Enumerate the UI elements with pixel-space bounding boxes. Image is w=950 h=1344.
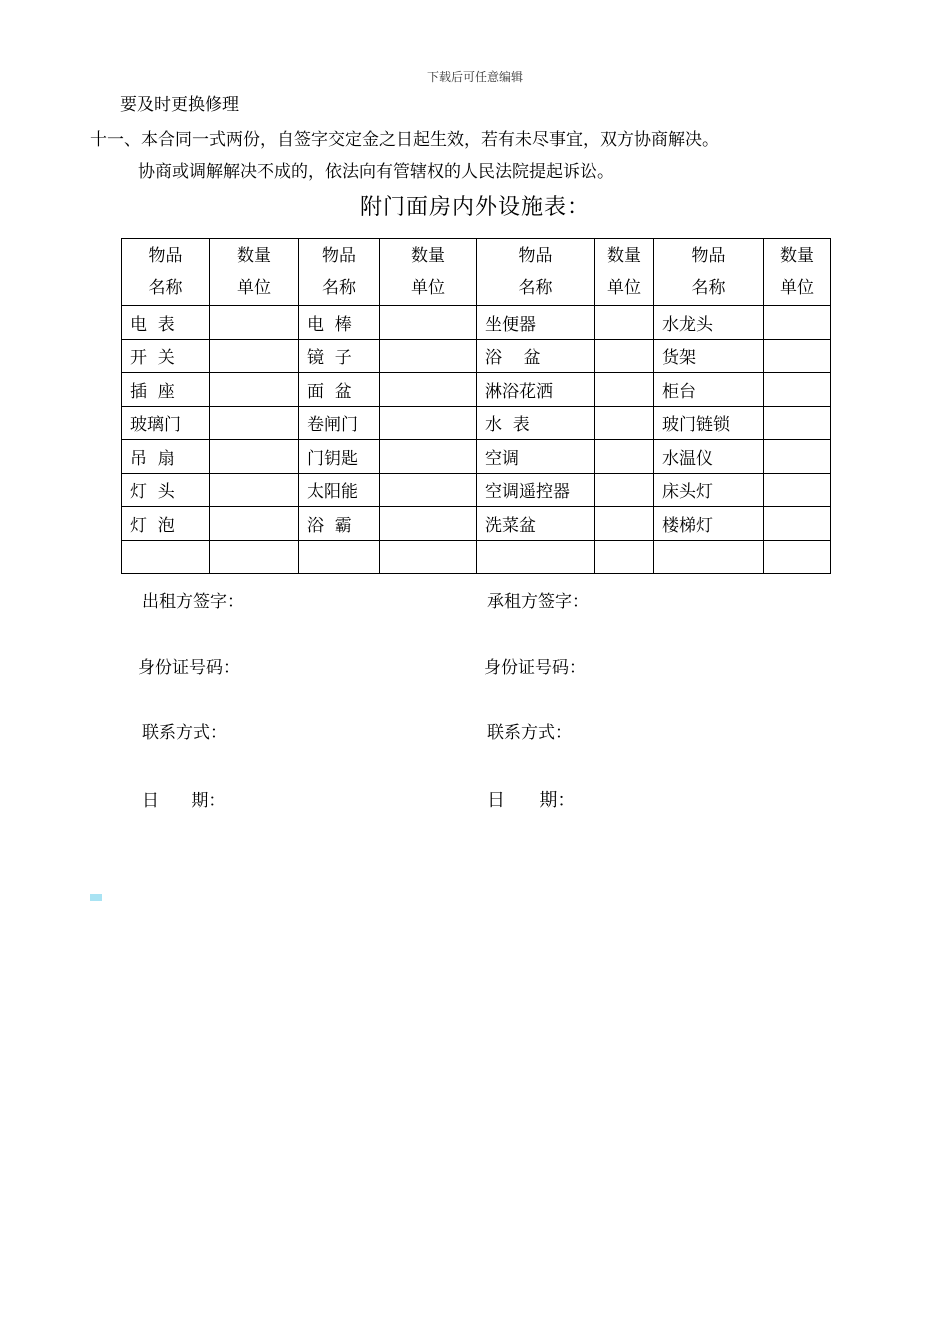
- header-line: 单位: [607, 278, 641, 298]
- item-name-cell: 镜 子: [299, 339, 380, 373]
- header-line: 名称: [518, 278, 553, 298]
- table-row: [122, 440, 831, 474]
- quantity-cell: [210, 440, 299, 474]
- table-row: [122, 306, 831, 340]
- lessor-signature-label: 出租方签字：: [142, 592, 244, 612]
- quantity-cell: [764, 507, 831, 541]
- quantity-cell: [210, 339, 299, 373]
- quantity-cell: [210, 406, 299, 440]
- quantity-cell: [595, 339, 654, 373]
- quantity-cell: [595, 373, 654, 407]
- table-row: [122, 406, 831, 440]
- lessor-id-label: 身份证号码：: [138, 658, 240, 678]
- quantity-cell: [595, 473, 654, 507]
- header-line: 数量: [780, 246, 814, 266]
- quantity-cell: [380, 373, 477, 407]
- item-name-cell: 吊 扇: [122, 440, 210, 474]
- header-line: 物品: [322, 246, 356, 266]
- header-item-name: [122, 239, 210, 306]
- item-name-cell: [654, 540, 764, 574]
- facilities-table: [121, 238, 831, 574]
- table-body: [122, 306, 831, 574]
- header-line: 单位: [411, 278, 445, 298]
- lessee-date-label: 日 期：: [487, 790, 576, 811]
- item-name-cell: 电 表: [122, 306, 210, 340]
- header-quantity-unit: [595, 239, 654, 306]
- item-name-cell: [122, 540, 210, 574]
- lessor-date-label: 日 期：: [142, 791, 226, 811]
- item-name-cell: 门钥匙: [299, 440, 380, 474]
- quantity-cell: [380, 540, 477, 574]
- quantity-cell: [380, 406, 477, 440]
- table-row: [122, 473, 831, 507]
- table-row: [122, 373, 831, 407]
- header-item-name: [477, 239, 595, 306]
- quantity-cell: [764, 339, 831, 373]
- header-note: 下载后可任意编辑: [426, 70, 523, 84]
- quantity-cell: [210, 540, 299, 574]
- quantity-cell: [595, 440, 654, 474]
- quantity-cell: [764, 373, 831, 407]
- quantity-cell: [595, 406, 654, 440]
- table-header-row: [122, 239, 831, 306]
- header-line: 数量: [607, 246, 641, 266]
- item-name-cell: 楼梯灯: [654, 507, 764, 541]
- lessee-contact-label: 联系方式：: [487, 723, 572, 743]
- quantity-cell: [210, 373, 299, 407]
- item-name-cell: 水龙头: [654, 306, 764, 340]
- quantity-cell: [380, 473, 477, 507]
- quantity-cell: [380, 507, 477, 541]
- item-name-cell: 电 棒: [299, 306, 380, 340]
- item-name-cell: 卷闸门: [299, 406, 380, 440]
- lessor-contact-label: 联系方式：: [142, 723, 227, 743]
- item-name-cell: 灯 头: [122, 473, 210, 507]
- item-name-cell: 空调遥控器: [477, 473, 595, 507]
- header-line: 物品: [691, 246, 726, 266]
- quantity-cell: [210, 507, 299, 541]
- item-name-cell: 玻璃门: [122, 406, 210, 440]
- quantity-cell: [764, 540, 831, 574]
- table-title: 附门面房内外设施表：: [359, 195, 590, 220]
- item-name-cell: 水温仪: [654, 440, 764, 474]
- header-line: 物品: [518, 246, 553, 266]
- quantity-cell: [764, 473, 831, 507]
- item-name-cell: 开 关: [122, 339, 210, 373]
- quantity-cell: [595, 507, 654, 541]
- quantity-cell: [380, 339, 477, 373]
- item-name-cell: 坐便器: [477, 306, 595, 340]
- table-row: [122, 507, 831, 541]
- item-name-cell: 淋浴花洒: [477, 373, 595, 407]
- quantity-cell: [210, 306, 299, 340]
- quantity-cell: [764, 306, 831, 340]
- header-line: 单位: [780, 278, 814, 298]
- item-name-cell: 洗菜盆: [477, 507, 595, 541]
- header-line: 名称: [322, 278, 356, 298]
- header-quantity-unit: [380, 239, 477, 306]
- header-quantity-unit: [210, 239, 299, 306]
- lessee-signature-label: 承租方签字：: [487, 592, 589, 612]
- quantity-cell: [380, 306, 477, 340]
- header-line: 单位: [237, 278, 271, 298]
- item-name-cell: 浴 霸: [299, 507, 380, 541]
- table-row: [122, 339, 831, 373]
- header-line: 物品: [148, 246, 183, 266]
- item-name-cell: 太阳能: [299, 473, 380, 507]
- header-line: 数量: [237, 246, 271, 266]
- paragraph-litigation: 协商或调解解决不成的，依法向有管辖权的人民法院提起诉讼。: [138, 162, 614, 182]
- lessee-id-label: 身份证号码：: [484, 658, 586, 678]
- quantity-cell: [210, 473, 299, 507]
- header-quantity-unit: [764, 239, 831, 306]
- item-name-cell: 床头灯: [654, 473, 764, 507]
- header-line: 名称: [148, 278, 183, 298]
- item-name-cell: 浴 盆: [477, 339, 595, 373]
- header-line: 名称: [691, 278, 726, 298]
- quantity-cell: [595, 306, 654, 340]
- item-name-cell: 面 盆: [299, 373, 380, 407]
- quantity-cell: [595, 540, 654, 574]
- item-name-cell: 插 座: [122, 373, 210, 407]
- table-row: [122, 540, 831, 574]
- header-item-name: [654, 239, 764, 306]
- item-name-cell: 柜台: [654, 373, 764, 407]
- quantity-cell: [764, 440, 831, 474]
- page-marker: [90, 894, 102, 901]
- paragraph-clause-eleven: 十一、本合同一式两份，自签字交定金之日起生效，若有未尽事宜，双方协商解决。: [90, 130, 719, 150]
- item-name-cell: [477, 540, 595, 574]
- quantity-cell: [380, 440, 477, 474]
- item-name-cell: 玻门链锁: [654, 406, 764, 440]
- header-line: 数量: [411, 246, 445, 266]
- paragraph-repair: 要及时更换修理: [120, 95, 239, 115]
- header-item-name: [299, 239, 380, 306]
- item-name-cell: 空调: [477, 440, 595, 474]
- item-name-cell: 水 表: [477, 406, 595, 440]
- item-name-cell: [299, 540, 380, 574]
- quantity-cell: [764, 406, 831, 440]
- item-name-cell: 灯 泡: [122, 507, 210, 541]
- item-name-cell: 货架: [654, 339, 764, 373]
